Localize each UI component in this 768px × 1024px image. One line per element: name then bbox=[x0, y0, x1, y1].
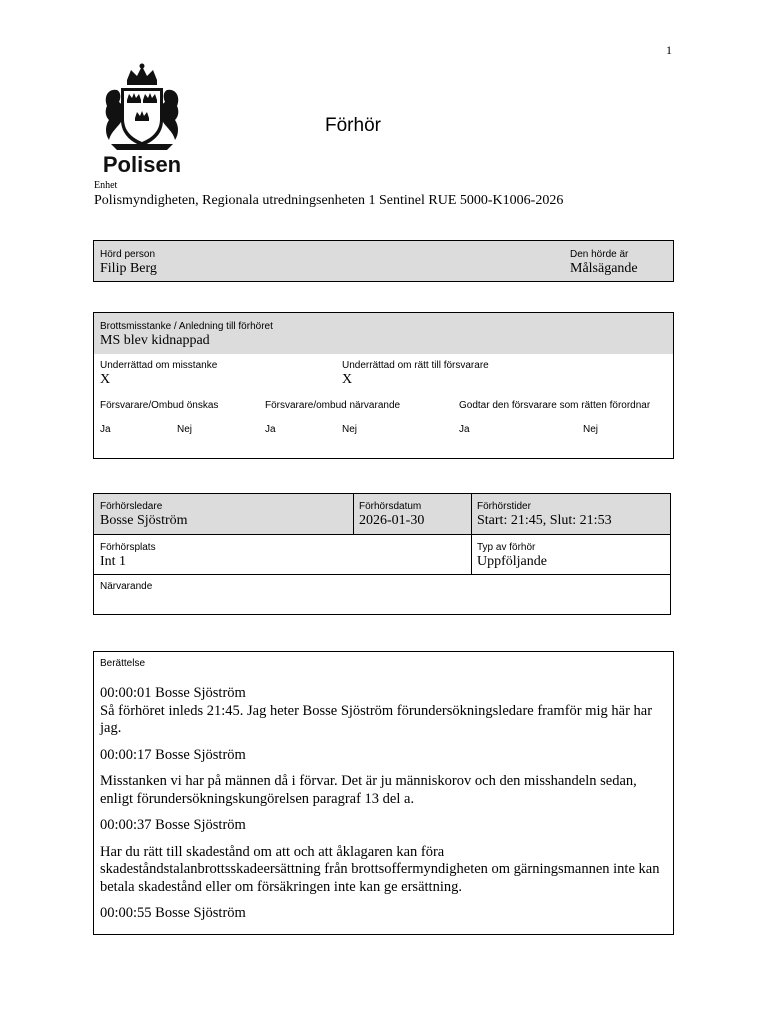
forhorstider-value: Start: 21:45, Slut: 21:53 bbox=[477, 513, 612, 528]
forhorsplats-label: Förhörsplats bbox=[100, 542, 156, 553]
godtar-forsvarare-label: Godtar den försvarare som rätten förordnar bbox=[459, 400, 651, 411]
underrattad-misstanke-label: Underrättad om misstanke bbox=[100, 360, 218, 371]
forhorsdatum-label: Förhörsdatum bbox=[359, 501, 422, 512]
narvarande-nej-option[interactable]: Nej bbox=[342, 424, 358, 435]
forhorsdatum-value: 2026-01-30 bbox=[359, 513, 425, 528]
timestamp-line: 00:00:37 Bosse Sjöström bbox=[100, 817, 246, 833]
hord-person-value: Filip Berg bbox=[100, 261, 157, 276]
narvarande-ja-option[interactable]: Ja bbox=[265, 424, 276, 435]
onskas-ja-option[interactable]: Ja bbox=[100, 424, 111, 435]
forsvarare-onskas-label: Försvarare/Ombud önskas bbox=[100, 400, 219, 411]
document-title: Förhör bbox=[325, 115, 381, 136]
onskas-nej-option[interactable]: Nej bbox=[177, 424, 193, 435]
logo-wordmark: Polisen bbox=[102, 152, 182, 176]
godtar-nej-option[interactable]: Nej bbox=[583, 424, 599, 435]
enhet-label: Enhet bbox=[94, 180, 118, 191]
typ-av-forhor-value: Uppföljande bbox=[477, 554, 547, 569]
narvarande-label: Närvarande bbox=[100, 581, 153, 592]
godtar-ja-option[interactable]: Ja bbox=[459, 424, 470, 435]
forhorstider-label: Förhörstider bbox=[477, 501, 531, 512]
police-emblem-icon bbox=[97, 62, 187, 176]
timestamp-line: 00:00:17 Bosse Sjöström bbox=[100, 746, 246, 763]
forhorsplats-value: Int 1 bbox=[100, 554, 127, 569]
role-label: Den hörde är bbox=[570, 249, 629, 260]
forhorsledare-value: Bosse Sjöström bbox=[100, 513, 188, 528]
underrattad-forsvarare-label: Underrättad om rätt till försvarare bbox=[342, 360, 489, 371]
misstanke-value: MS blev kidnappad bbox=[100, 333, 210, 348]
forsvarare-narvarande-label: Försvarare/ombud närvarande bbox=[265, 400, 401, 411]
forhorsledare-label: Förhörsledare bbox=[100, 501, 163, 512]
forhor-details-box bbox=[93, 493, 671, 615]
berattelse-label: Berättelse bbox=[100, 658, 146, 669]
typ-av-forhor-label: Typ av förhör bbox=[477, 542, 536, 553]
page-number: 1 bbox=[666, 43, 672, 57]
misstanke-box bbox=[93, 312, 674, 459]
timestamp-line: 00:00:01 Bosse Sjöström bbox=[100, 685, 246, 701]
narrative-paragraph: Misstanken vi har på männen då i förvar. Det är ju människorov och den misshandeln sedan, enligt förundersökningskungörelsen paragraf 13 del a. bbox=[100, 773, 637, 807]
underrattad-misstanke-value: X bbox=[100, 372, 111, 387]
person-box bbox=[93, 240, 674, 282]
underrattad-forsvarare-value: X bbox=[342, 372, 353, 387]
hord-person-label: Hörd person bbox=[100, 249, 156, 260]
narrative-paragraph: Så förhöret inleds 21:45. Jag heter Bosse Sjöström förundersökningsledare framför mig här har jag. bbox=[100, 702, 653, 736]
berattelse-box bbox=[93, 651, 674, 935]
misstanke-label: Brottsmisstanke / Anledning till förhöret bbox=[100, 321, 273, 332]
polisen-logo bbox=[97, 62, 187, 176]
timestamp-line: 00:00:55 Bosse Sjöström bbox=[100, 905, 246, 921]
role-value: Målsägande bbox=[570, 261, 638, 276]
narrative-paragraph: Har du rätt till skadestånd om att och att åklagaren kan föra skadeståndstalanbrottsskadeersättning från brottsoffermyndigheten om gärningsmannen inte kan betala skadestånd eller om försäkringen inte kan ge ersättning. bbox=[100, 843, 660, 895]
enhet-value: Polismyndigheten, Regionala utredningsenheten 1 Sentinel RUE 5000-K1006-2026 bbox=[94, 193, 564, 208]
